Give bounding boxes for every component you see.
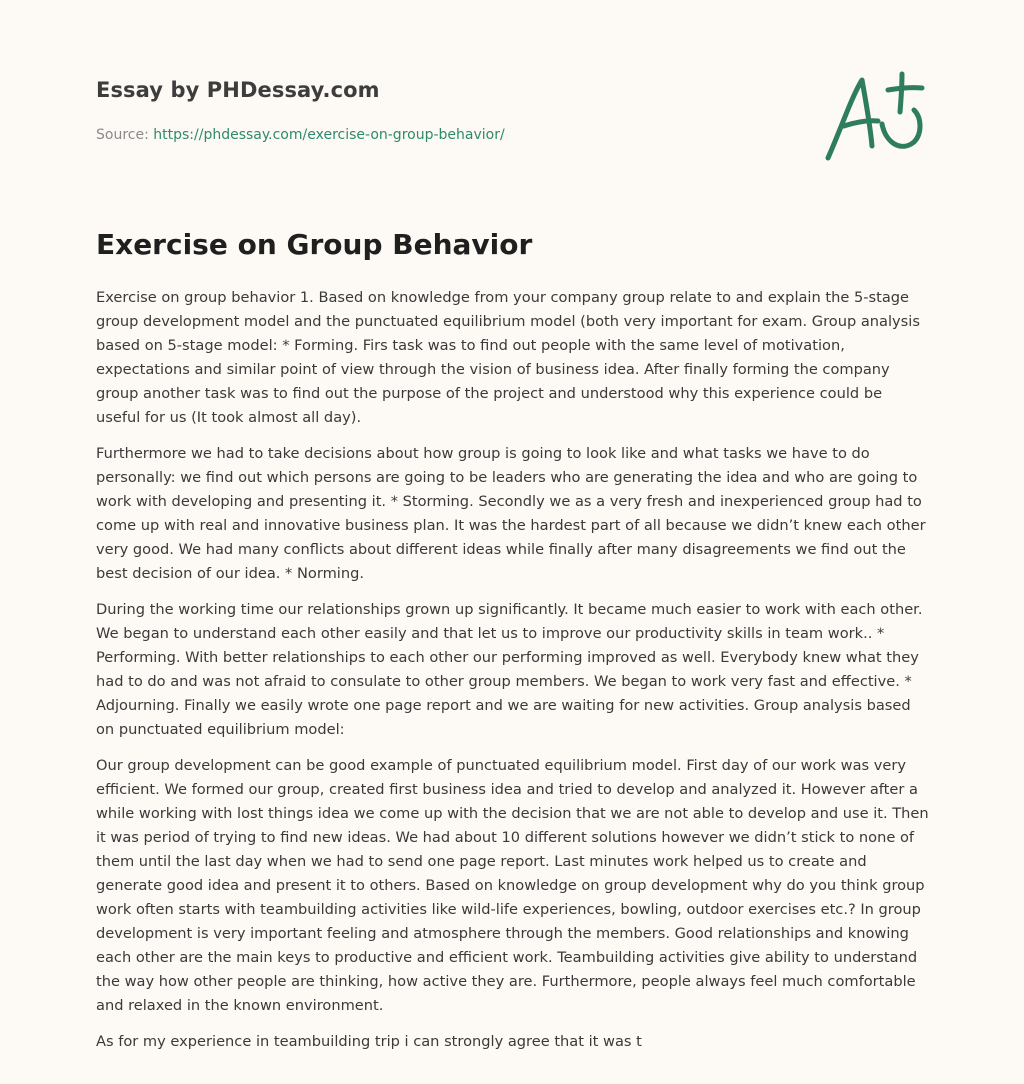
source-link[interactable]: https://phdessay.com/exercise-on-group-behavior/ [153,127,505,143]
essay-paragraph: Our group development can be good example of punctuated equilibrium model. First day of our work was very efficient. We formed our group, created first business idea and tried to develop and analyzed it. However after a while working with lost things idea we come up with the decision that we are not able to develop and use it. Then it was period of trying to find new ideas. We had about 10 different solutions however we didn’t stick to none of them until the last day when we had to send one page report. Last minutes work helped us to create and generate good idea and present it to others. Based on knowledge on group development why do you think group work often starts with teambuilding activities like wild-life experiences, bowling, outdoor exercises etc.? In group development is very important feeling and atmosphere through the members. Good relationships and knowing each other are the main keys to productive and efficient work. Teambuilding activities give ability to understand the way how other people are thinking, how active they are. Furthermore, people always feel much comfortable and relaxed in the known environment. [96,757,929,1014]
source-label: Source: [96,127,149,143]
page-header [96,76,796,145]
essay-paragraph: Furthermore we had to take decisions about how group is going to look like and what tasks we have to do personally: we find out which persons are going to be leaders who are generating the idea and who are going to work with developing and presenting it. * Storming. Secondly we as a very fresh and inexperienced group had to come up with real and innovative business plan. It was the hardest part of all because we didn’t knew each other very good. We had many conflicts about different ideas while finally after many disagreements we find out the best decision of our idea. * Norming. [96,445,926,582]
essay-body [96,286,930,1066]
essay-paragraph: Exercise on group behavior 1. Based on knowledge from your company group relate to and explain the 5-stage group development model and the punctuated equilibrium model (both very important for exam. Group analysis based on 5-stage model: * Forming. Firs task was to find out people with the same level of motivation, expectations and similar point of view through the vision of business idea. After finally forming the company group another task was to find out the purpose of the project and understood why this experience could be useful for us (It took almost all day). [96,289,920,426]
source-line [96,125,796,145]
essay-paragraph: During the working time our relationships grown up significantly. It became much easier to work with each other. We began to understand each other easily and that let us to improve our productivity skills in team work.. * Performing. With better relationships to each other our performing improved as well. Everybody knew what they had to do and was not afraid to consulate to other group members. We began to work very fast and effective. * Adjourning. Finally we easily wrote one page report and we are waiting for new activities. Group analysis based on punctuated equilibrium model: [96,601,923,738]
a-plus-grade-icon [820,66,930,166]
essay-title: Exercise on Group Behavior [96,228,533,261]
essay-paragraph: As for my experience in teambuilding trip i can strongly agree that it was t [96,1033,642,1050]
site-brand: Essay by PHDessay.com [96,78,380,102]
